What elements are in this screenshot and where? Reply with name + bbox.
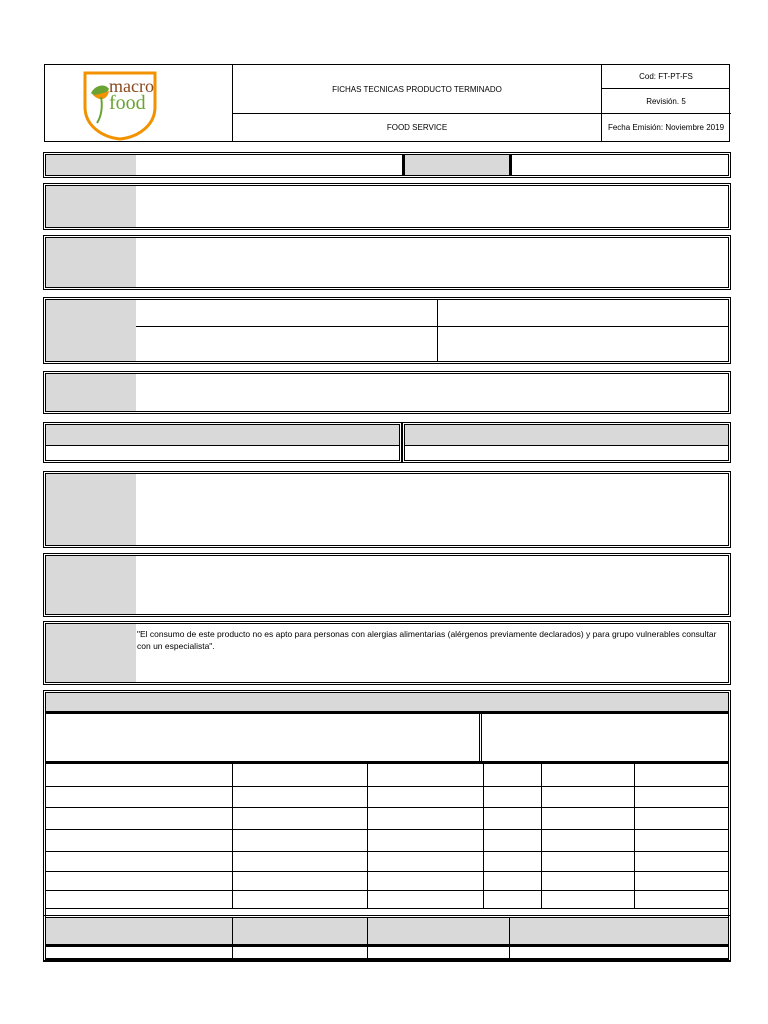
description-value-cell[interactable]	[136, 186, 728, 227]
approval-cell-1[interactable]	[46, 947, 232, 958]
storage-left-value[interactable]	[46, 446, 399, 460]
product-value-cell[interactable]	[136, 155, 402, 175]
code-label-cell	[405, 155, 509, 175]
presentation-row	[43, 371, 731, 414]
characteristics-cell-4[interactable]	[438, 327, 728, 361]
storage-left-box	[43, 422, 402, 463]
approval-header-row	[46, 918, 728, 944]
document-code: Cod: FT-PT-FS	[639, 72, 693, 81]
logo-word-food: food	[109, 92, 146, 114]
logo-word-macro: macro	[109, 76, 154, 96]
nutrition-table-header	[46, 693, 728, 711]
storage-right-header	[405, 425, 728, 445]
storage-right-box	[402, 422, 731, 463]
usage-value-cell[interactable]	[136, 474, 728, 545]
approval-table	[43, 915, 731, 961]
ingredients-row	[43, 235, 731, 290]
document-issue-date: Fecha Emisión: Noviembre 2019	[607, 123, 725, 132]
presentation-label-cell	[46, 374, 136, 411]
document-title: FICHAS TECNICAS PRODUCTO TERMINADO	[332, 84, 502, 94]
characteristics-row	[43, 297, 731, 364]
code-value-cell[interactable]	[512, 155, 728, 175]
presentation-value-cell[interactable]	[136, 374, 728, 411]
characteristics-cell-1[interactable]	[136, 300, 437, 326]
shelf-life-label-cell	[46, 556, 136, 614]
document-subtitle: FOOD SERVICE	[386, 123, 448, 132]
company-logo	[79, 67, 161, 141]
shelf-life-row	[43, 553, 731, 617]
storage-right-value[interactable]	[405, 446, 728, 460]
storage-left-header	[46, 425, 399, 445]
nutrition-right-box[interactable]	[485, 714, 728, 762]
ingredients-value-cell[interactable]	[136, 238, 728, 287]
approval-cell-2[interactable]	[233, 947, 367, 958]
approval-cell-3[interactable]	[368, 947, 509, 958]
characteristics-cell-3[interactable]	[136, 327, 437, 361]
ingredients-label-cell	[46, 238, 136, 287]
usage-label-cell	[46, 474, 136, 545]
usage-row	[43, 471, 731, 548]
description-row	[43, 183, 731, 230]
characteristics-label-cell	[46, 300, 136, 361]
document-header	[44, 64, 730, 142]
allergens-label-cell	[46, 624, 136, 682]
product-row	[43, 152, 731, 178]
description-label-cell	[46, 186, 136, 227]
allergens-row	[43, 621, 731, 685]
shelf-life-value-cell[interactable]	[136, 556, 728, 614]
approval-cell-4[interactable]	[510, 947, 728, 958]
document-revision: Revisión. 5	[646, 96, 686, 106]
characteristics-cell-2[interactable]	[438, 300, 728, 326]
product-label-cell	[46, 155, 136, 175]
nutrition-left-box[interactable]	[46, 714, 482, 762]
allergen-notice: "El consumo de este producto no es apto para personas con alergias alimentarias (alérgenos previamente declarados) y para grupo vulnerables consultar con un especialista".	[137, 629, 717, 651]
